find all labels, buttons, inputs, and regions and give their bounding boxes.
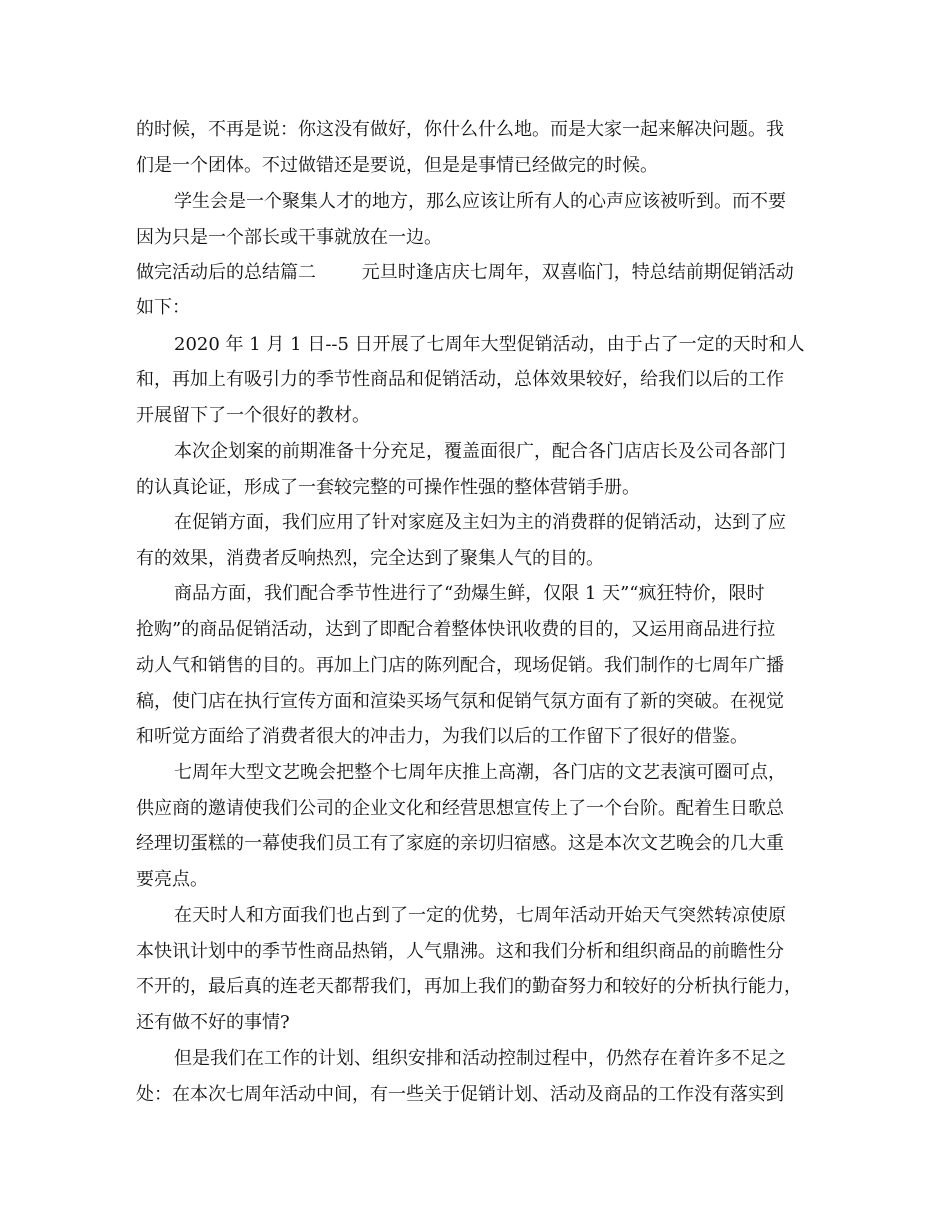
document-page: 的时候，不再是说：你这没有做好，你什么什么地。而是大家一起来解决问题。我 们是一个团体。不过做错还是要说，但是是事情已经做完的时候。 学生会是一个聚集人才的地方，那么应该让所有人的心声应该被听到。而不要 因为只是一个部长或干事就放在一边。 做完活动后的总结篇二 元旦时逢店庆七周年，双喜临门，特总结前期促销活动 如下： 2020 年 1 月 1 日--5 日开展了七周年大型促销活动，由于占了一定的天时和人 和，再加上有吸引力的季节性商品和促销活动，总体效果较好，给我们以后的工作 开展留下了一个很好的教材。 本次企划案的前期准备十分充足，覆盖面很广，配合各门店店长及公司各部门 的认真论证，形成了一套较完整的可操作性强的整体营销手册。 在促销方面，我们应用了针对家庭及主妇为主的消费群的促销活动，达到了应 有的效果，消费者反响热烈，完全达到了聚集人气的目的。 商品方面，我们配合季节性进行了“劲爆生鲜，仅限 1 天”“疯狂特价，限时 抢购”的商品促销活动，达到了即配合着整体快讯收费的目的，又运用商品进行拉 动人气和销售的目的。再加上门店的陈列配合，现场促销。我们制作的七周年广播 稿，使门店在执行宣传方面和渲染买场气氛和促销气氛方面有了新的突破。在视觉 和听觉方面给了消费者很大的冲击力，为我们以后的工作留下了很好的借鉴。 七周年大型文艺晚会把整个七周年庆推上高潮，各门店的文艺表演可圈可点， 供应商的邀请使我们公司的企业文化和经营思想宣传上了一个台阶。配着生日歌总 经理切蛋糕的一幕使我们员工有了家庭的亲切归宿感。这是本次文艺晚会的几大重 要亮点。 在天时人和方面我们也占到了一定的优势，七周年活动开始天气突然转凉使原 本快讯计划中的季节性商品热销，人气鼎沸。这和我们分析和组织商品的前瞻性分 不开的，最后真的连老天都帮我们，再加上我们的勤奋努力和较好的分析执行能力， 还有做不好的事情? 但是我们在工作的计划、组织安排和活动控制过程中，仍然存在着许多不足之 处：在本次七周年活动中间，有一些关于促销计划、活动及商品的工作没有落实到	[136, 119, 805, 1105]
